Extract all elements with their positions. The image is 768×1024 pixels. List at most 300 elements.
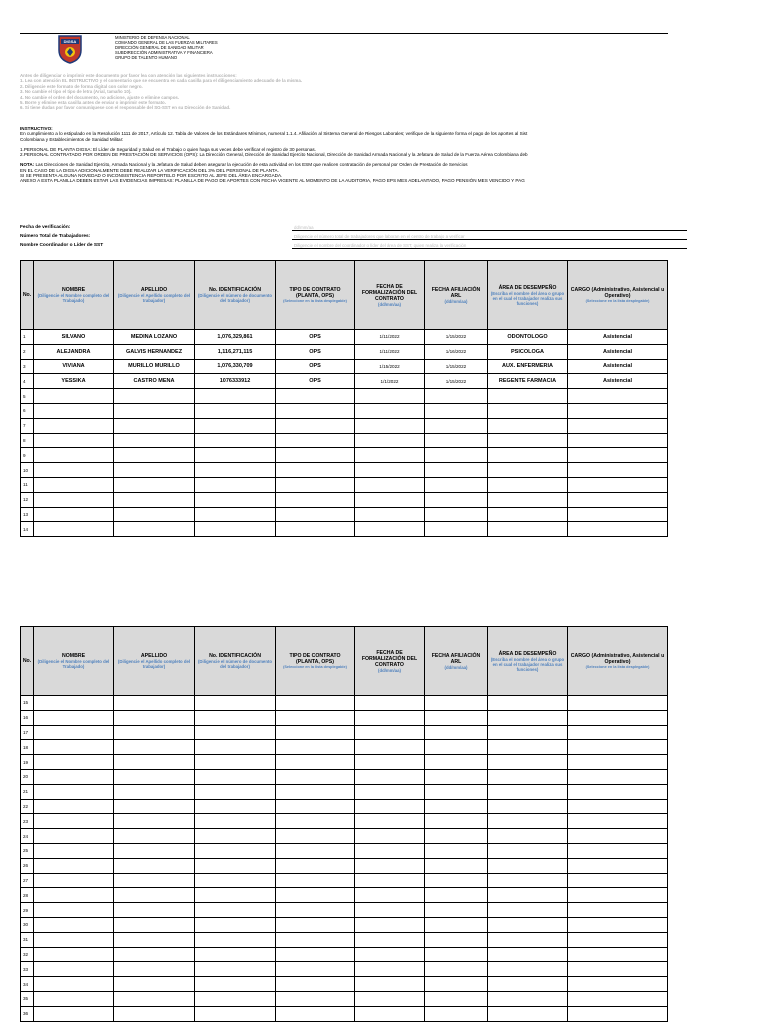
cell-id[interactable] xyxy=(195,492,276,507)
cell-id[interactable] xyxy=(195,418,276,433)
cell-apellido[interactable] xyxy=(114,903,195,918)
cell-contrato[interactable] xyxy=(276,962,355,977)
cell-apellido[interactable] xyxy=(114,843,195,858)
cell-id[interactable] xyxy=(195,814,276,829)
cell-afiliacion[interactable] xyxy=(425,991,488,1006)
cell-contrato[interactable]: OPS xyxy=(276,374,355,389)
cell-contrato[interactable] xyxy=(276,477,355,492)
cell-contrato[interactable] xyxy=(276,814,355,829)
cell-area[interactable] xyxy=(488,947,568,962)
cell-afiliacion[interactable] xyxy=(425,403,488,418)
cell-cargo[interactable] xyxy=(568,522,668,537)
cell-id[interactable] xyxy=(195,725,276,740)
coordinador-label: Nombre Coordinador o Líder de SST xyxy=(20,243,104,248)
cell-contrato[interactable] xyxy=(276,799,355,814)
cell-formalizacion[interactable] xyxy=(355,740,425,755)
cell-id[interactable] xyxy=(195,903,276,918)
cell-apellido[interactable] xyxy=(114,740,195,755)
cell-id[interactable] xyxy=(195,977,276,992)
cell-afiliacion[interactable] xyxy=(425,725,488,740)
cell-apellido[interactable]: MEDINA LOZANO xyxy=(114,330,195,345)
cell-nombre[interactable] xyxy=(34,477,114,492)
cell-formalizacion[interactable] xyxy=(355,873,425,888)
cell-contrato[interactable] xyxy=(276,740,355,755)
cell-cargo[interactable] xyxy=(568,755,668,770)
cell-id[interactable] xyxy=(195,433,276,448)
cell-contrato[interactable] xyxy=(276,829,355,844)
cell-afiliacion[interactable] xyxy=(425,769,488,784)
cell-nombre[interactable] xyxy=(34,843,114,858)
cell-apellido[interactable] xyxy=(114,418,195,433)
cell-afiliacion[interactable] xyxy=(425,903,488,918)
cell-formalizacion[interactable] xyxy=(355,725,425,740)
cell-area[interactable] xyxy=(488,829,568,844)
cell-formalizacion[interactable] xyxy=(355,433,425,448)
cell-cargo[interactable] xyxy=(568,858,668,873)
cell-formalizacion[interactable] xyxy=(355,843,425,858)
cell-cargo[interactable] xyxy=(568,962,668,977)
cell-apellido[interactable] xyxy=(114,477,195,492)
cell-area[interactable] xyxy=(488,463,568,478)
cell-nombre[interactable] xyxy=(34,903,114,918)
cell-cargo[interactable] xyxy=(568,769,668,784)
cell-nombre[interactable] xyxy=(34,433,114,448)
cell-id[interactable] xyxy=(195,1006,276,1021)
cell-contrato[interactable] xyxy=(276,389,355,404)
cell-afiliacion[interactable] xyxy=(425,977,488,992)
cell-apellido[interactable] xyxy=(114,1006,195,1021)
cell-nombre[interactable] xyxy=(34,917,114,932)
cell-apellido[interactable]: MURILLO MURILLO xyxy=(114,359,195,374)
cell-apellido[interactable] xyxy=(114,433,195,448)
cell-cargo[interactable] xyxy=(568,710,668,725)
cell-afiliacion[interactable] xyxy=(425,463,488,478)
cell-id[interactable] xyxy=(195,843,276,858)
cell-contrato[interactable] xyxy=(276,403,355,418)
cell-id[interactable] xyxy=(195,477,276,492)
cell-id[interactable] xyxy=(195,991,276,1006)
cell-cargo[interactable] xyxy=(568,784,668,799)
cell-id[interactable] xyxy=(195,710,276,725)
cell-cargo[interactable] xyxy=(568,696,668,711)
cell-cargo[interactable] xyxy=(568,932,668,947)
cell-cargo[interactable]: Asistencial xyxy=(568,374,668,389)
cell-contrato[interactable] xyxy=(276,858,355,873)
cell-afiliacion[interactable] xyxy=(425,888,488,903)
cell-apellido[interactable] xyxy=(114,755,195,770)
cell-contrato[interactable] xyxy=(276,710,355,725)
cell-contrato[interactable]: OPS xyxy=(276,330,355,345)
cell-id[interactable] xyxy=(195,522,276,537)
table-row xyxy=(21,977,668,992)
cell-cargo[interactable] xyxy=(568,433,668,448)
cell-id[interactable] xyxy=(195,389,276,404)
cell-afiliacion[interactable] xyxy=(425,755,488,770)
cell-cargo[interactable] xyxy=(568,448,668,463)
cell-formalizacion[interactable] xyxy=(355,829,425,844)
cell-nombre[interactable] xyxy=(34,492,114,507)
cell-id[interactable] xyxy=(195,829,276,844)
cell-nombre[interactable] xyxy=(34,858,114,873)
cell-apellido[interactable] xyxy=(114,888,195,903)
table-row xyxy=(21,374,668,389)
fecha-verificacion-field[interactable]: dd/mm/aa xyxy=(292,225,687,231)
cell-apellido[interactable]: CASTRO MENA xyxy=(114,374,195,389)
cell-afiliacion[interactable] xyxy=(425,799,488,814)
cell-cargo[interactable] xyxy=(568,947,668,962)
cell-afiliacion[interactable] xyxy=(425,814,488,829)
cell-nombre[interactable] xyxy=(34,829,114,844)
cell-formalizacion[interactable] xyxy=(355,507,425,522)
cell-apellido[interactable] xyxy=(114,962,195,977)
cell-apellido[interactable] xyxy=(114,522,195,537)
cell-area[interactable] xyxy=(488,507,568,522)
col-header-apellido: APELLIDO (Diligencie el Apellido completo del trabajador) xyxy=(114,627,195,696)
cell-formalizacion[interactable] xyxy=(355,814,425,829)
cell-formalizacion[interactable] xyxy=(355,932,425,947)
cell-nombre[interactable] xyxy=(34,977,114,992)
cell-formalizacion[interactable]: 1/11/2022 xyxy=(355,344,425,359)
cell-id[interactable] xyxy=(195,932,276,947)
cell-nombre[interactable] xyxy=(34,403,114,418)
cell-cargo[interactable] xyxy=(568,917,668,932)
cell-contrato[interactable] xyxy=(276,507,355,522)
cell-area[interactable] xyxy=(488,932,568,947)
cell-apellido[interactable] xyxy=(114,448,195,463)
cell-area[interactable] xyxy=(488,477,568,492)
cell-contrato[interactable] xyxy=(276,492,355,507)
cell-id[interactable] xyxy=(195,696,276,711)
cell-contrato[interactable] xyxy=(276,448,355,463)
cell-area[interactable] xyxy=(488,522,568,537)
cell-apellido[interactable] xyxy=(114,403,195,418)
cell-contrato[interactable]: OPS xyxy=(276,359,355,374)
cell-contrato[interactable] xyxy=(276,1006,355,1021)
table-row xyxy=(21,522,668,537)
cell-apellido[interactable] xyxy=(114,814,195,829)
cell-formalizacion[interactable] xyxy=(355,799,425,814)
cell-cargo[interactable] xyxy=(568,903,668,918)
cell-cargo[interactable] xyxy=(568,492,668,507)
cell-afiliacion[interactable] xyxy=(425,947,488,962)
cell-area[interactable] xyxy=(488,1006,568,1021)
cell-cargo[interactable] xyxy=(568,403,668,418)
cell-afiliacion[interactable] xyxy=(425,1006,488,1021)
cell-id[interactable] xyxy=(195,888,276,903)
cell-afiliacion[interactable] xyxy=(425,710,488,725)
cell-formalizacion[interactable] xyxy=(355,492,425,507)
coordinador-field[interactable]: Diligencie el nombre del coordinador o líder del área de SST, quien realiza la verificación xyxy=(292,243,687,249)
cell-contrato[interactable] xyxy=(276,991,355,1006)
cell-afiliacion[interactable] xyxy=(425,418,488,433)
cell-afiliacion[interactable] xyxy=(425,740,488,755)
cell-id[interactable] xyxy=(195,403,276,418)
cell-afiliacion[interactable] xyxy=(425,522,488,537)
cell-cargo[interactable] xyxy=(568,418,668,433)
cell-nombre[interactable] xyxy=(34,799,114,814)
cell-afiliacion[interactable] xyxy=(425,507,488,522)
cell-nombre[interactable] xyxy=(34,463,114,478)
cell-contrato[interactable] xyxy=(276,463,355,478)
cell-area[interactable] xyxy=(488,769,568,784)
cell-id[interactable] xyxy=(195,755,276,770)
cell-formalizacion[interactable]: 1/15/2022 xyxy=(355,359,425,374)
cell-apellido[interactable]: GALVIS HERNANDEZ xyxy=(114,344,195,359)
cell-formalizacion[interactable] xyxy=(355,696,425,711)
cell-nombre[interactable]: VIVIANA xyxy=(34,359,114,374)
cell-afiliacion[interactable] xyxy=(425,829,488,844)
cell-nombre[interactable] xyxy=(34,696,114,711)
cell-nombre[interactable] xyxy=(34,888,114,903)
cell-contrato[interactable] xyxy=(276,418,355,433)
cell-nombre[interactable]: ALEJANDRA xyxy=(34,344,114,359)
cell-apellido[interactable] xyxy=(114,858,195,873)
cell-id[interactable] xyxy=(195,947,276,962)
cell-formalizacion[interactable] xyxy=(355,991,425,1006)
cell-nombre[interactable] xyxy=(34,389,114,404)
cell-area[interactable] xyxy=(488,903,568,918)
cell-afiliacion[interactable] xyxy=(425,917,488,932)
cell-contrato[interactable] xyxy=(276,784,355,799)
cell-apellido[interactable] xyxy=(114,507,195,522)
cell-afiliacion[interactable] xyxy=(425,858,488,873)
cell-afiliacion[interactable] xyxy=(425,932,488,947)
cell-apellido[interactable] xyxy=(114,829,195,844)
cell-cargo[interactable] xyxy=(568,814,668,829)
cell-contrato[interactable] xyxy=(276,977,355,992)
cell-apellido[interactable] xyxy=(114,784,195,799)
cell-apellido[interactable] xyxy=(114,977,195,992)
cell-area[interactable] xyxy=(488,799,568,814)
cell-nombre[interactable] xyxy=(34,522,114,537)
cell-area[interactable] xyxy=(488,492,568,507)
cell-area[interactable] xyxy=(488,873,568,888)
pre-instruction-line: 2. Diligencie este formato de forma digital con color negro. xyxy=(20,83,143,89)
cell-formalizacion[interactable] xyxy=(355,962,425,977)
cell-nombre[interactable] xyxy=(34,962,114,977)
cell-no: 10 xyxy=(21,463,34,478)
cell-formalizacion[interactable] xyxy=(355,710,425,725)
cell-afiliacion[interactable]: 1/15/2022 xyxy=(425,330,488,345)
cell-id[interactable] xyxy=(195,917,276,932)
cell-nombre[interactable] xyxy=(34,947,114,962)
cell-apellido[interactable] xyxy=(114,932,195,947)
cell-id[interactable]: 1076333912 xyxy=(195,374,276,389)
cell-nombre[interactable] xyxy=(34,873,114,888)
cell-formalizacion[interactable]: 1/11/2022 xyxy=(355,330,425,345)
cell-area[interactable] xyxy=(488,448,568,463)
cell-contrato[interactable] xyxy=(276,433,355,448)
cell-formalizacion[interactable] xyxy=(355,403,425,418)
cell-area[interactable]: REGENTE FARMACIA xyxy=(488,374,568,389)
cell-nombre[interactable]: SILVANO xyxy=(34,330,114,345)
cell-nombre[interactable] xyxy=(34,784,114,799)
cell-apellido[interactable] xyxy=(114,492,195,507)
cell-contrato[interactable] xyxy=(276,755,355,770)
cell-apellido[interactable] xyxy=(114,991,195,1006)
cell-afiliacion[interactable] xyxy=(425,389,488,404)
cell-cargo[interactable] xyxy=(568,725,668,740)
cell-nombre[interactable]: YESSIKA xyxy=(34,374,114,389)
cell-contrato[interactable] xyxy=(276,522,355,537)
cell-id[interactable]: 1,076,329,861 xyxy=(195,330,276,345)
cell-id[interactable]: 1,116,271,115 xyxy=(195,344,276,359)
cell-area[interactable] xyxy=(488,710,568,725)
cell-apellido[interactable] xyxy=(114,725,195,740)
cell-apellido[interactable] xyxy=(114,696,195,711)
cell-contrato[interactable] xyxy=(276,725,355,740)
cell-area[interactable] xyxy=(488,433,568,448)
cell-formalizacion[interactable] xyxy=(355,418,425,433)
cell-formalizacion[interactable] xyxy=(355,1006,425,1021)
cell-id[interactable] xyxy=(195,507,276,522)
cell-formalizacion[interactable] xyxy=(355,755,425,770)
cell-formalizacion[interactable] xyxy=(355,977,425,992)
cell-nombre[interactable] xyxy=(34,740,114,755)
cell-nombre[interactable] xyxy=(34,814,114,829)
cell-nombre[interactable] xyxy=(34,1006,114,1021)
cell-cargo[interactable] xyxy=(568,1006,668,1021)
cell-id[interactable] xyxy=(195,448,276,463)
cell-area[interactable] xyxy=(488,755,568,770)
cell-formalizacion[interactable] xyxy=(355,917,425,932)
cell-id[interactable] xyxy=(195,463,276,478)
cell-formalizacion[interactable] xyxy=(355,448,425,463)
cell-afiliacion[interactable] xyxy=(425,962,488,977)
cell-nombre[interactable] xyxy=(34,932,114,947)
cell-apellido[interactable] xyxy=(114,917,195,932)
cell-area[interactable] xyxy=(488,389,568,404)
cell-area[interactable] xyxy=(488,991,568,1006)
cell-formalizacion[interactable] xyxy=(355,522,425,537)
cell-contrato[interactable]: OPS xyxy=(276,344,355,359)
cell-apellido[interactable] xyxy=(114,947,195,962)
cell-nombre[interactable] xyxy=(34,418,114,433)
cell-area[interactable] xyxy=(488,403,568,418)
cell-afiliacion[interactable] xyxy=(425,477,488,492)
cell-nombre[interactable] xyxy=(34,991,114,1006)
cell-cargo[interactable]: Asistencial xyxy=(568,344,668,359)
cell-contrato[interactable] xyxy=(276,843,355,858)
cell-area[interactable]: PSICOLOGA xyxy=(488,344,568,359)
cell-formalizacion[interactable] xyxy=(355,903,425,918)
cell-cargo[interactable]: Asistencial xyxy=(568,359,668,374)
cell-nombre[interactable] xyxy=(34,725,114,740)
cell-apellido[interactable] xyxy=(114,710,195,725)
cell-id[interactable]: 1,076,330,709 xyxy=(195,359,276,374)
cell-area[interactable] xyxy=(488,418,568,433)
cell-nombre[interactable] xyxy=(34,769,114,784)
cell-apellido[interactable] xyxy=(114,769,195,784)
cell-area[interactable] xyxy=(488,814,568,829)
cell-nombre[interactable] xyxy=(34,755,114,770)
cell-cargo[interactable] xyxy=(568,873,668,888)
cell-apellido[interactable] xyxy=(114,799,195,814)
cell-nombre[interactable] xyxy=(34,448,114,463)
cell-cargo[interactable] xyxy=(568,991,668,1006)
cell-area[interactable] xyxy=(488,725,568,740)
cell-contrato[interactable] xyxy=(276,932,355,947)
cell-contrato[interactable] xyxy=(276,903,355,918)
cell-contrato[interactable] xyxy=(276,917,355,932)
cell-afiliacion[interactable]: 1/15/2022 xyxy=(425,374,488,389)
cell-contrato[interactable] xyxy=(276,888,355,903)
cell-area[interactable] xyxy=(488,917,568,932)
cell-formalizacion[interactable]: 1/1/2022 xyxy=(355,374,425,389)
cell-area[interactable] xyxy=(488,977,568,992)
cell-afiliacion[interactable] xyxy=(425,448,488,463)
cell-apellido[interactable] xyxy=(114,463,195,478)
cell-id[interactable] xyxy=(195,962,276,977)
cell-area[interactable] xyxy=(488,843,568,858)
cell-id[interactable] xyxy=(195,769,276,784)
cell-area[interactable] xyxy=(488,740,568,755)
cell-cargo[interactable] xyxy=(568,740,668,755)
cell-area[interactable] xyxy=(488,696,568,711)
cell-afiliacion[interactable]: 1/15/2022 xyxy=(425,359,488,374)
total-trabajadores-field[interactable]: Diligencie el número total de trabajadores que laboran en el centro de trabajo a verificar xyxy=(292,234,687,240)
cell-cargo[interactable] xyxy=(568,507,668,522)
cell-contrato[interactable] xyxy=(276,769,355,784)
cell-formalizacion[interactable] xyxy=(355,947,425,962)
cell-area[interactable]: AUX. ENFERMERIA xyxy=(488,359,568,374)
cell-nombre[interactable] xyxy=(34,710,114,725)
cell-cargo[interactable] xyxy=(568,389,668,404)
cell-area[interactable] xyxy=(488,962,568,977)
cell-id[interactable] xyxy=(195,799,276,814)
cell-afiliacion[interactable] xyxy=(425,492,488,507)
cell-id[interactable] xyxy=(195,784,276,799)
cell-contrato[interactable] xyxy=(276,873,355,888)
cell-formalizacion[interactable] xyxy=(355,769,425,784)
cell-nombre[interactable] xyxy=(34,507,114,522)
cell-formalizacion[interactable] xyxy=(355,888,425,903)
cell-formalizacion[interactable] xyxy=(355,477,425,492)
cell-cargo[interactable] xyxy=(568,888,668,903)
cell-afiliacion[interactable] xyxy=(425,873,488,888)
fecha-verificacion-label: Fecha de verificación: xyxy=(20,225,71,230)
cell-formalizacion[interactable] xyxy=(355,389,425,404)
cell-contrato[interactable] xyxy=(276,947,355,962)
cell-contrato[interactable] xyxy=(276,696,355,711)
cell-id[interactable] xyxy=(195,873,276,888)
col-header-fecha-afiliacion: FECHA AFILIACIÓN ARL (dd/mm/aa) xyxy=(425,627,488,696)
cell-id[interactable] xyxy=(195,858,276,873)
cell-afiliacion[interactable] xyxy=(425,696,488,711)
cell-afiliacion[interactable]: 1/16/2022 xyxy=(425,344,488,359)
cell-afiliacion[interactable] xyxy=(425,433,488,448)
cell-cargo[interactable] xyxy=(568,843,668,858)
cell-cargo[interactable] xyxy=(568,477,668,492)
cell-formalizacion[interactable] xyxy=(355,858,425,873)
cell-cargo[interactable] xyxy=(568,829,668,844)
cell-area[interactable]: ODONTOLOGO xyxy=(488,330,568,345)
cell-formalizacion[interactable] xyxy=(355,463,425,478)
cell-apellido[interactable] xyxy=(114,389,195,404)
cell-formalizacion[interactable] xyxy=(355,784,425,799)
cell-cargo[interactable] xyxy=(568,463,668,478)
cell-apellido[interactable] xyxy=(114,873,195,888)
cell-area[interactable] xyxy=(488,888,568,903)
cell-area[interactable] xyxy=(488,784,568,799)
cell-cargo[interactable] xyxy=(568,799,668,814)
cell-afiliacion[interactable] xyxy=(425,843,488,858)
cell-afiliacion[interactable] xyxy=(425,784,488,799)
cell-cargo[interactable] xyxy=(568,977,668,992)
cell-cargo[interactable]: Asistencial xyxy=(568,330,668,345)
cell-area[interactable] xyxy=(488,858,568,873)
cell-id[interactable] xyxy=(195,740,276,755)
